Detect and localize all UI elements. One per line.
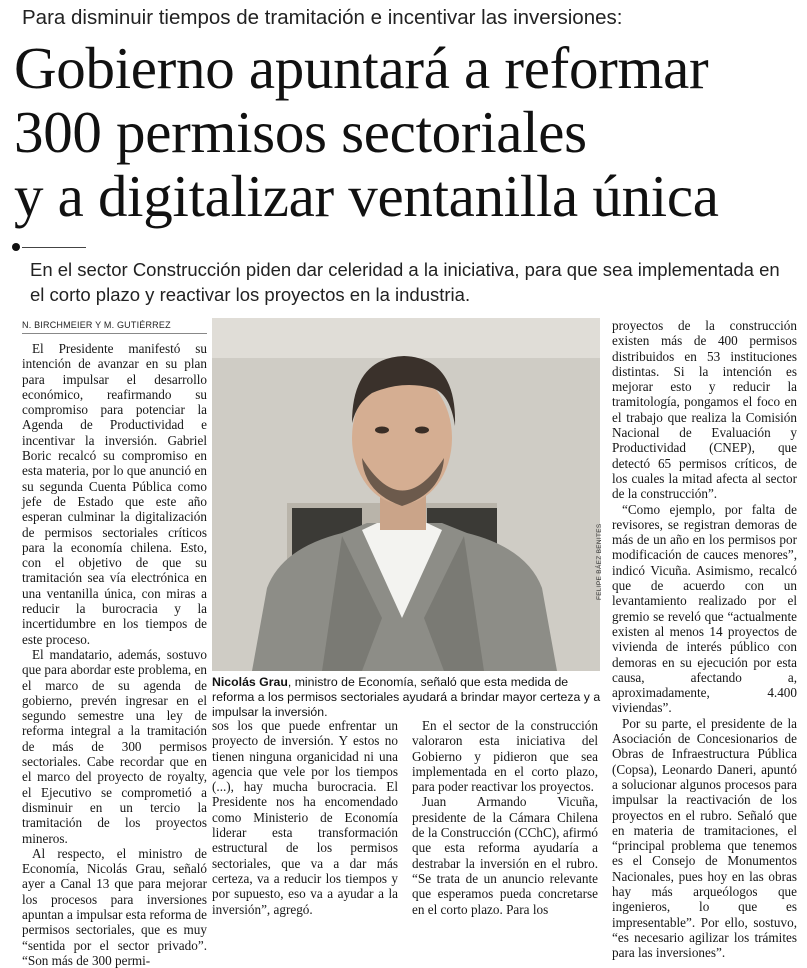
paragraph: sos los que puede enfrentar un proyecto de inversión. Y estos no tienen ninguna organicidad ni una agencia que vele por los tiempos (...), hay mucha burocracia. El Presidente nos ha encomendado como Ministerio de Economía liderar esta transformación estructural de los permisos sectoriales, que va a dar más certeza, va a reducir los tiempos y por supuesto, eso va a ayudar a la inversión”, agregó.: [212, 718, 398, 917]
body-column-4: [612, 318, 797, 960]
body-column-2: [212, 718, 398, 917]
paragraph: “Como ejemplo, por falta de revisores, se registran demoras de más de un año en los permisos por modificación de cauces menores”, indicó Vicuña. Asimismo, recalcó que de acuerdo con un levantamiento realizado por el gremio se reveló que “actualmente existen al menos 14 proyectos de vivienda de interés público con demoras en su ejecución por esta causa, afectando a, aproximadamente, 4.400 viviendas”.: [612, 501, 797, 716]
headline: [14, 36, 794, 228]
photo-caption: [212, 675, 604, 720]
paragraph: Juan Armando Vicuña, presidente de la Cámara Chilena de la Construcción (CChC), afirmó que esta reforma ayudaría a destrabar la inversión en el rubro. “Se trata de un anuncio relevante que esperamos pueda concretarse en el corto plazo. Para los: [412, 794, 598, 917]
article-photo: [212, 318, 600, 671]
paragraph: El Presidente manifestó su intención de avanzar en su plan para impulsar el desarrollo económico, reafirmando su compromiso para potenciar la Agenda de Productividad e incentivar la inversión. Gabriel Boric recalcó su compromiso en esta materia, por lo que anunció en su segunda Cuenta Pública como jefe de Estado que este año esperan culminar la digitalización de permisos sectoriales críticos para la economía chilena. Esto, con el objetivo de que su tramitación sea vía electrónica en una ventanilla única, con miras a reducir la burocracia y la incertidumbre en los tiempos de este proceso.: [22, 341, 207, 647]
body-column-3: [412, 718, 598, 917]
caption-text: , ministro de Economía, señaló que esta medida de reforma a los permisos sectoriales ayudará a brindar mayor certeza y a impulsar la inversión.: [212, 675, 601, 719]
caption-name: Nicolás Grau: [212, 675, 288, 689]
headline-line: 300 permisos sectoriales: [14, 99, 587, 165]
paragraph: Al respecto, el ministro de Economía, Nicolás Grau, señaló ayer a Canal 13 que para mejorar los procesos para inversiones apuntan a impulsar esta reforma de permisos sectoriales, que es muy “sentida por el sector privado”. “Son más de 300 permi-: [22, 845, 207, 968]
byline: N. BIRCHMEIER Y M. GUTIÉRREZ: [22, 320, 207, 334]
deck: En el sector Construcción piden dar celeridad a la iniciativa, para que sea implementada en el corto plazo y reactivar los proyectos en la industria.: [30, 259, 780, 305]
body-column-1: [22, 341, 207, 968]
kicker: Para disminuir tiempos de tramitación e incentivar las inversiones:: [22, 6, 623, 29]
paragraph: El mandatario, además, sostuvo que para abordar este problema, en el marco de su agenda de gobierno, prevén ingresar en el segundo semestre una ley de reforma integral a la tramitación de más de 300 permisos sectoriales. Cabe recordar que en el marco del proyecto de royalty, el Ejecutivo se comprometió a disminuir en un tercio la tramitación de los proyectos mineros.: [22, 646, 207, 846]
paragraph: proyectos de la construcción existen más de 400 permisos distribuidos en 53 instituciones distintas. Si la intención es mejorar esto y reducir la tramitología, pongamos el foco en el trabajo que realiza la Comisión Nacional de Evaluación y Productividad (CNEP), que detectó 65 permisos críticos, de los cuales la mitad afecta al sector de la construcción”.: [612, 318, 797, 502]
headline-line: y a digitalizar ventanilla única: [14, 163, 719, 229]
paragraph: Por su parte, el presidente de la Asociación de Concesionarios de Obras de Infraestructura Pública (Copsa), Leonardo Daneri, apuntó a solucionar algunos procesos para impulsar la reactivación de los proyectos en el rubro. Señaló que en materia de tramitaciones, el “principal problema que tenemos es el Consejo de Monumentos Nacionales, pues hoy en las obras hay más arqueólogos que ingenieros, lo que es impresentable”. Por ello, sostuvo, “es necesario agilizar los trámites para las inversiones”.: [612, 715, 797, 961]
divider-line: [22, 247, 86, 248]
divider-dot: [12, 243, 20, 251]
paragraph: En el sector de la construcción valoraron esta iniciativa del Gobierno y pidieron que sea implementada en el corto plazo, para poder reactivar los proyectos.: [412, 718, 598, 795]
headline-line: Gobierno apuntará a reformar: [14, 35, 709, 101]
portrait-illustration: [212, 318, 600, 671]
photo-credit: FELIPE BÁEZ BENITES: [596, 523, 603, 600]
